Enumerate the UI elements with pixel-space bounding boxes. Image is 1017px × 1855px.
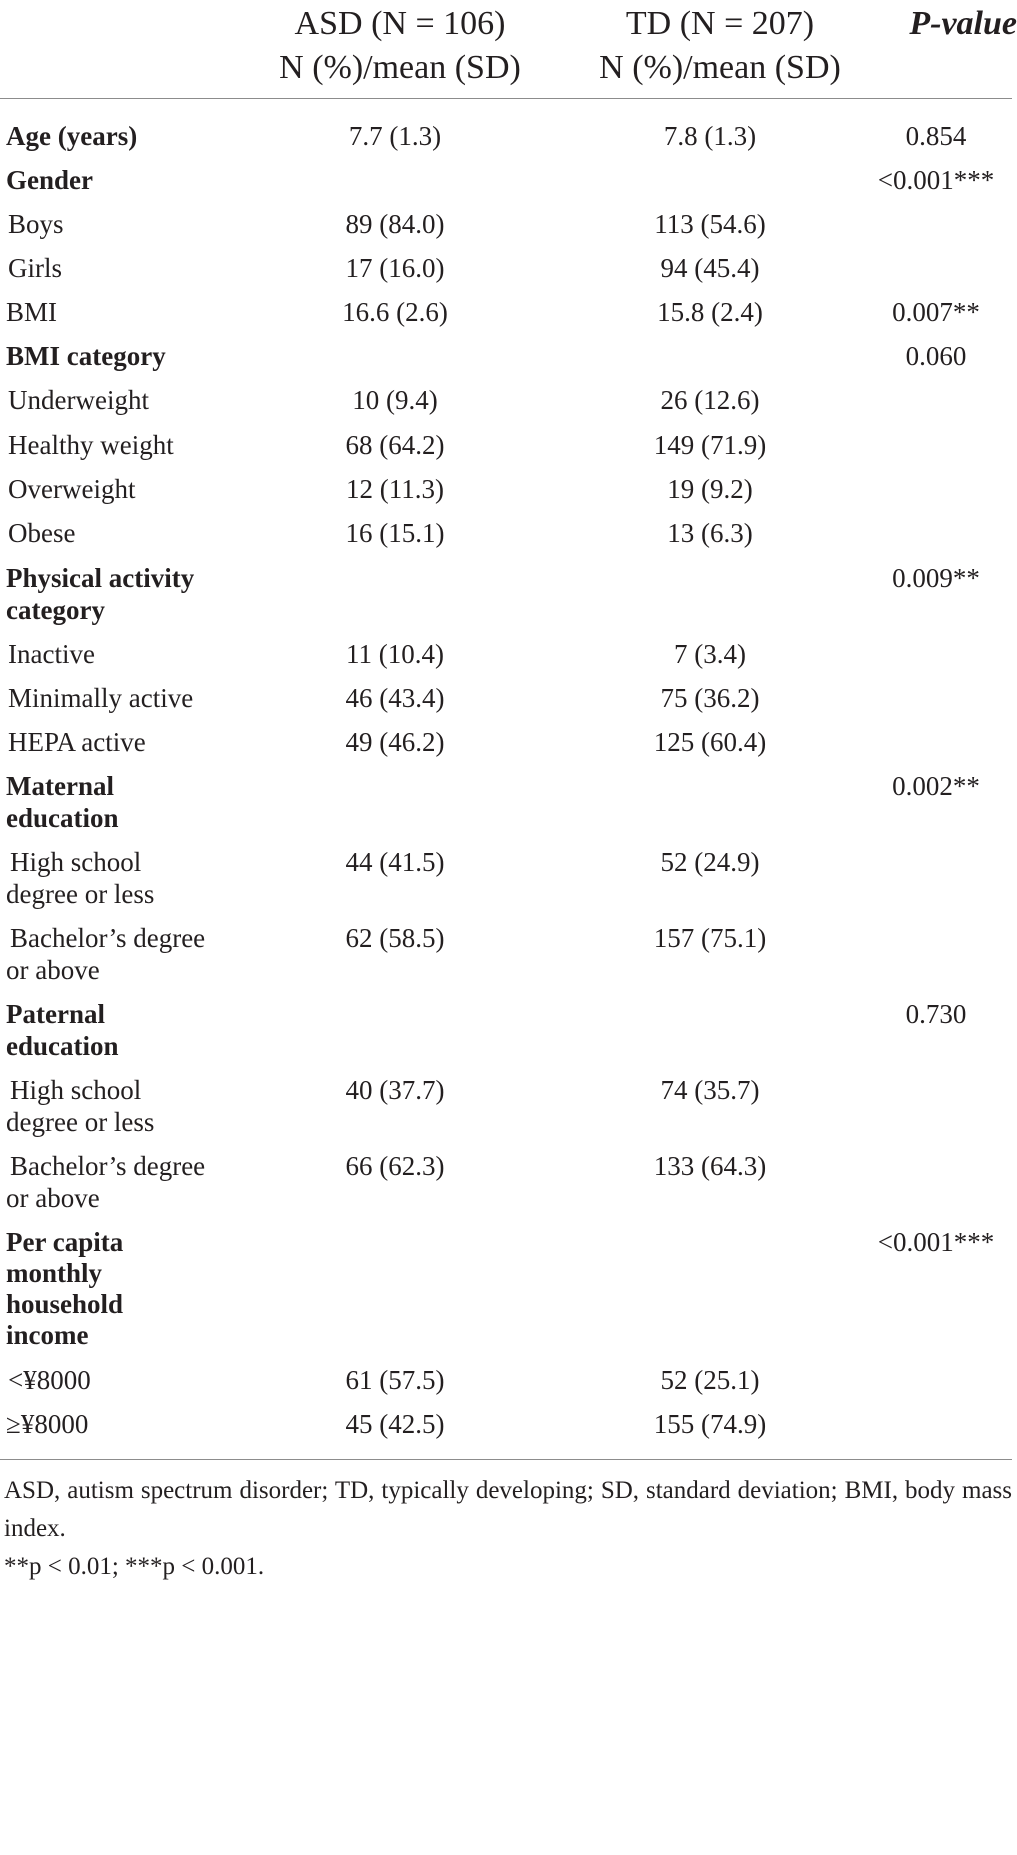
- cell-asd: 62 (58.5): [345, 923, 445, 953]
- cell-td: 15.8 (2.4): [657, 297, 763, 327]
- row-label: Girls: [8, 253, 62, 283]
- row-label: High school degree or less: [6, 1075, 155, 1137]
- cell-asd: 17 (16.0): [345, 253, 445, 283]
- footnote-abbreviations: ASD, autism spectrum disorder; TD, typically developing; SD, standard deviation; BMI, body mass index.: [4, 1477, 1012, 1542]
- cell-td: 19 (9.2): [667, 474, 753, 504]
- row-label: Underweight: [8, 385, 149, 415]
- cell-td: 125 (60.4): [653, 727, 767, 757]
- cell-td: 149 (71.9): [653, 430, 767, 460]
- header-asd-stat: N (%)/mean (SD): [279, 49, 521, 86]
- header-asd: [245, 2, 555, 90]
- cell-td: 74 (35.7): [660, 1075, 760, 1105]
- row-label: HEPA active: [8, 727, 146, 757]
- cell-asd: 11 (10.4): [346, 639, 444, 669]
- cell-asd: 66 (62.3): [345, 1151, 445, 1181]
- cell-p: 0.730: [905, 999, 967, 1029]
- cell-td: 52 (24.9): [660, 847, 760, 877]
- row-label: Age (years): [6, 121, 138, 151]
- bottom-rule: [0, 1459, 1012, 1460]
- cell-p: 0.854: [905, 121, 967, 151]
- row-label: Gender: [6, 165, 93, 195]
- cell-td: 155 (74.9): [653, 1409, 767, 1439]
- cell-asd: 7.7 (1.3): [348, 121, 442, 151]
- cell-p: <0.001***: [877, 1227, 995, 1257]
- cell-asd: 61 (57.5): [345, 1365, 445, 1395]
- cell-p: 0.007**: [892, 297, 980, 327]
- row-label: BMI category: [6, 341, 166, 371]
- cell-td: 13 (6.3): [667, 518, 753, 548]
- row-label: Physical activity category: [6, 563, 195, 625]
- cell-asd: 44 (41.5): [345, 847, 445, 877]
- header-td-n: TD (N = 207): [625, 5, 815, 42]
- cell-td: 94 (45.4): [660, 253, 760, 283]
- row-label: Paternal education: [6, 999, 119, 1061]
- cell-asd: 45 (42.5): [345, 1409, 445, 1439]
- cell-td: 133 (64.3): [653, 1151, 767, 1181]
- header-td-stat: N (%)/mean (SD): [599, 49, 841, 86]
- cell-asd: 10 (9.4): [352, 385, 438, 415]
- cell-p: 0.060: [905, 341, 967, 371]
- row-label: <¥8000: [8, 1365, 91, 1395]
- cell-td: 7 (3.4): [674, 639, 746, 669]
- cell-asd: 68 (64.2): [345, 430, 445, 460]
- row-label: ≥¥8000: [6, 1409, 89, 1439]
- cell-p: 0.009**: [892, 563, 980, 593]
- row-label: Per capita monthly household income: [6, 1227, 124, 1350]
- cell-asd: 49 (46.2): [345, 727, 445, 757]
- row-label: Bachelor’s degree or above: [6, 923, 206, 985]
- header-pvalue: P-value: [909, 5, 1017, 42]
- header-td: [565, 2, 875, 90]
- cell-asd: 12 (11.3): [346, 474, 444, 504]
- row-label: High school degree or less: [6, 847, 155, 909]
- row-label: Minimally active: [8, 683, 194, 713]
- footnote-significance: **p < 0.01; ***p < 0.001.: [4, 1553, 265, 1580]
- row-label: Maternal education: [6, 771, 119, 833]
- cell-td: 7.8 (1.3): [663, 121, 757, 151]
- cell-p: <0.001***: [877, 165, 995, 195]
- cell-td: 52 (25.1): [660, 1365, 760, 1395]
- row-label: Boys: [8, 209, 64, 239]
- cell-asd: 16.6 (2.6): [342, 297, 448, 327]
- cell-asd: 16 (15.1): [345, 518, 445, 548]
- cell-td: 75 (36.2): [660, 683, 760, 713]
- row-label: Overweight: [8, 474, 136, 504]
- row-label: Bachelor’s degree or above: [6, 1151, 206, 1213]
- row-label: Inactive: [8, 639, 95, 669]
- cell-td: 113 (54.6): [654, 209, 766, 239]
- cell-asd: 40 (37.7): [345, 1075, 445, 1105]
- cell-p: 0.002**: [892, 771, 980, 801]
- cell-asd: 89 (84.0): [345, 209, 445, 239]
- cell-td: 157 (75.1): [653, 923, 767, 953]
- row-label: Healthy weight: [8, 430, 174, 460]
- header-rule: [0, 98, 1012, 99]
- cell-td: 26 (12.6): [660, 385, 760, 415]
- row-label: BMI: [6, 297, 58, 327]
- header-asd-n: ASD (N = 106): [294, 5, 506, 42]
- cell-asd: 46 (43.4): [345, 683, 445, 713]
- row-label: Obese: [8, 518, 76, 548]
